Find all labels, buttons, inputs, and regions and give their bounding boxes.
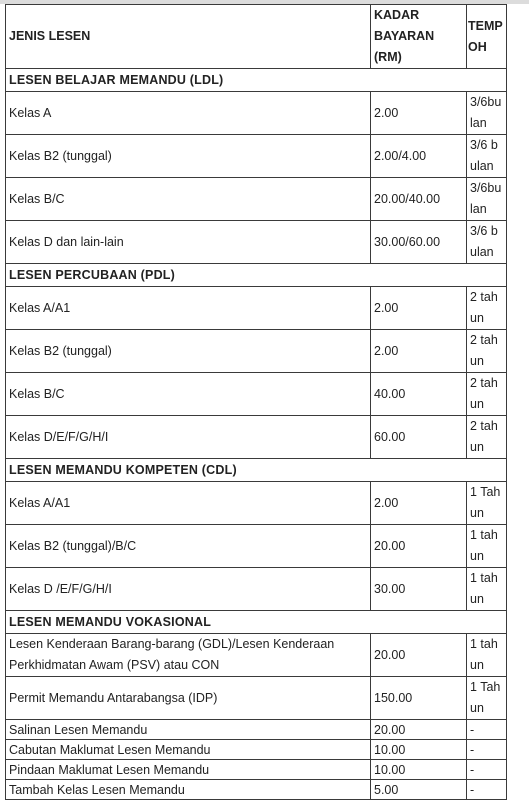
- validity-cell: 2 tahun: [467, 330, 507, 373]
- fee-cell: 2.00: [371, 482, 467, 525]
- license-type-cell: Kelas B/C: [6, 178, 371, 221]
- validity-cell: -: [467, 720, 507, 740]
- section-header-cdl: [6, 459, 507, 482]
- license-type-cell: Kelas B2 (tunggal): [6, 135, 371, 178]
- validity-cell: -: [467, 780, 507, 800]
- fee-cell: 10.00: [371, 760, 467, 780]
- table-row: [6, 92, 507, 135]
- license-type-cell: Kelas D /E/F/G/H/I: [6, 568, 371, 611]
- table-row: [6, 677, 507, 720]
- validity-cell: 3/6 bulan: [467, 135, 507, 178]
- validity-cell: 1 Tahun: [467, 482, 507, 525]
- table-row: [6, 760, 507, 780]
- table-row: [6, 330, 507, 373]
- license-fee-table: [5, 4, 507, 800]
- table-row: [6, 482, 507, 525]
- fee-cell: 2.00/4.00: [371, 135, 467, 178]
- validity-cell: 2 tahun: [467, 373, 507, 416]
- fee-cell: 5.00: [371, 780, 467, 800]
- header-validity: TEMPOH: [467, 5, 507, 69]
- table-row: [6, 135, 507, 178]
- license-type-cell: Kelas D/E/F/G/H/I: [6, 416, 371, 459]
- section-title: LESEN BELAJAR MEMANDU (LDL): [6, 69, 507, 92]
- fee-cell: 60.00: [371, 416, 467, 459]
- table-row: [6, 178, 507, 221]
- header-license-type: JENIS LESEN: [6, 5, 371, 69]
- table-row: [6, 287, 507, 330]
- license-type-cell: Cabutan Maklumat Lesen Memandu: [6, 740, 371, 760]
- fee-cell: 2.00: [371, 287, 467, 330]
- table-row: [6, 525, 507, 568]
- fee-cell: 20.00: [371, 634, 467, 677]
- license-type-cell: Kelas B2 (tunggal)/B/C: [6, 525, 371, 568]
- table-row: [6, 780, 507, 800]
- license-type-cell: Kelas D dan lain-lain: [6, 221, 371, 264]
- license-type-cell: Kelas B2 (tunggal): [6, 330, 371, 373]
- license-type-cell: Tambah Kelas Lesen Memandu: [6, 780, 371, 800]
- validity-cell: 1 tahun: [467, 634, 507, 677]
- fee-cell: 20.00: [371, 525, 467, 568]
- table-row: [6, 740, 507, 760]
- license-type-cell: Pindaan Maklumat Lesen Memandu: [6, 760, 371, 780]
- table-row: [6, 720, 507, 740]
- validity-cell: 1 tahun: [467, 568, 507, 611]
- section-header-pdl: [6, 264, 507, 287]
- section-header-ldl: [6, 69, 507, 92]
- table-row: [6, 416, 507, 459]
- fee-cell: 20.00: [371, 720, 467, 740]
- validity-cell: 3/6bulan: [467, 178, 507, 221]
- fee-cell: 30.00: [371, 568, 467, 611]
- fee-cell: 30.00/60.00: [371, 221, 467, 264]
- table-row: [6, 568, 507, 611]
- fee-cell: 10.00: [371, 740, 467, 760]
- validity-cell: 1 tahun: [467, 525, 507, 568]
- license-type-cell: Permit Memandu Antarabangsa (IDP): [6, 677, 371, 720]
- fee-cell: 2.00: [371, 92, 467, 135]
- table-row: [6, 373, 507, 416]
- header-fee: KADAR BAYARAN (RM): [371, 5, 467, 69]
- validity-cell: 2 tahun: [467, 416, 507, 459]
- validity-cell: 2 tahun: [467, 287, 507, 330]
- license-type-cell: Kelas A/A1: [6, 482, 371, 525]
- section-header-vocational: [6, 611, 507, 634]
- license-type-cell: Kelas A: [6, 92, 371, 135]
- license-type-cell: Kelas A/A1: [6, 287, 371, 330]
- section-title: LESEN MEMANDU VOKASIONAL: [6, 611, 507, 634]
- validity-cell: -: [467, 740, 507, 760]
- section-title: LESEN MEMANDU KOMPETEN (CDL): [6, 459, 507, 482]
- validity-cell: -: [467, 760, 507, 780]
- fee-cell: 150.00: [371, 677, 467, 720]
- license-type-cell: Kelas B/C: [6, 373, 371, 416]
- table-row: [6, 221, 507, 264]
- validity-cell: 3/6 bulan: [467, 221, 507, 264]
- table-header-row: [6, 5, 507, 69]
- license-type-cell: Lesen Kenderaan Barang-barang (GDL)/Lesen Kenderaan Perkhidmatan Awam (PSV) atau CON: [6, 634, 371, 677]
- table-row: [6, 634, 507, 677]
- fee-cell: 2.00: [371, 330, 467, 373]
- fee-cell: 40.00: [371, 373, 467, 416]
- fee-cell: 20.00/40.00: [371, 178, 467, 221]
- license-type-cell: Salinan Lesen Memandu: [6, 720, 371, 740]
- validity-cell: 1 Tahun: [467, 677, 507, 720]
- section-title: LESEN PERCUBAAN (PDL): [6, 264, 507, 287]
- validity-cell: 3/6bulan: [467, 92, 507, 135]
